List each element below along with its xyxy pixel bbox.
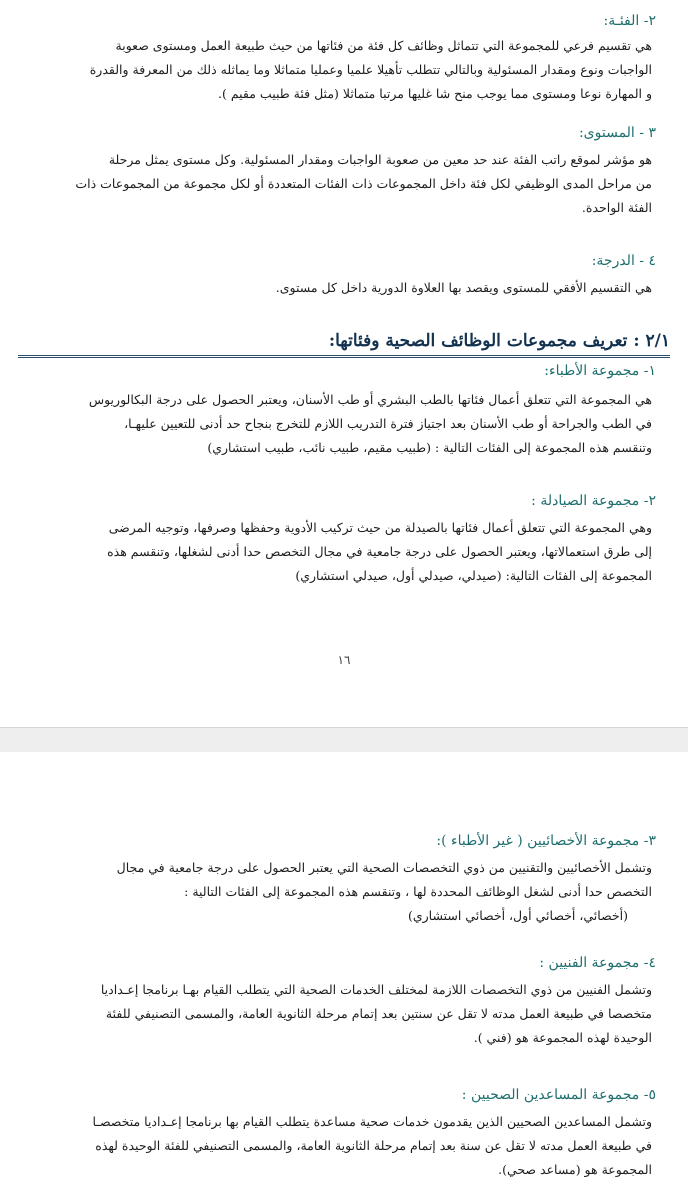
body-line: وهي المجموعة التي تتعلق أعمال فئاتها بالصيدلة من حيث تركيب الأدوية وحفظها وصرفها، وتوجيه المرضى (108, 520, 652, 535)
page-number: ١٦ (337, 653, 351, 667)
section-doctors-heading: ١- مجموعة الأطباء: (544, 363, 656, 379)
body-line: الفئة الواحدة. (581, 200, 652, 215)
body-line: (أخصائي، أخصائي أول، أخصائي استشاري) (407, 908, 628, 923)
section-grade-body (50, 276, 652, 300)
body-line: الوحيدة لهذه المجموعة هو (فني ). (473, 1030, 652, 1045)
body-line: و المهارة نوعا ومستوى مما يوجب منح شا غليها مرتبا متماثلا (مثل فئة طبيب مقيم ). (218, 86, 652, 101)
section-specialists-body (50, 856, 652, 928)
section-pharmacists-heading: ٢- مجموعة الصيادلة : (531, 493, 656, 509)
body-line: المجموعة إلى الفئات التالية: (صيدلي، صيدلي أول، صيدلي استشاري) (295, 568, 652, 583)
section-category-heading: ٢- الفئـة: (603, 13, 656, 29)
section-specialists-heading: ٣- مجموعة الأخصائيين ( غير الأطباء ): (436, 833, 656, 849)
body-line: في الطب والجراحة أو طب الأسنان بعد اجتياز فترة التدريب اللازم للتخرج بنجاح حد أدنى للتعيين عليهـا، (124, 416, 652, 431)
section-technicians-body (50, 978, 652, 1050)
document-page-17 (0, 752, 688, 1200)
section-assistants-body (50, 1110, 652, 1182)
section-technicians-heading: ٤- مجموعة الفنيين : (539, 955, 656, 971)
body-line: متخصصا في طبيعة العمل مدته لا تقل عن سنتين بعد إتمام مرحلة الثانوية العامة، والمسمى التصنيفي للفئة (105, 1006, 652, 1021)
page-gap (0, 728, 688, 752)
body-line: وتنقسم هذه المجموعة إلى الفئات التالية : (طبيب مقيم، طبيب نائب، طبيب استشاري) (207, 440, 652, 455)
body-line: المجموعة هو (مساعد صحي). (498, 1162, 652, 1177)
section-pharmacists-body (50, 516, 652, 588)
body-line: إلى طرق استعمالاتها، ويعتبر الحصول على درجة جامعية في مجال التخصص حدا أدنى لشغلها، وتنقسم هذه (107, 544, 652, 559)
body-line: الواجبات ونوع ومقدار المسئولية وبالتالي تتطلب تأهيلا علميا وعمليا متماثلا وما يماثله ذلك من المعرفة والقدرة (89, 62, 652, 77)
main-section-heading: ٢/١ : تعريف مجموعات الوظائف الصحية وفئاتها: (18, 330, 670, 358)
body-line: هي تقسيم فرعي للمجموعة التي تتماثل وظائف كل فئة من فئاتها من حيث طبيعة العمل ومستوى صعوبة (115, 38, 652, 53)
body-line: وتشمل الفنيين من ذوي التخصصات اللازمة لمختلف الخدمات الصحية التي يتطلب القيام بهـا برنامجا إعـداديا (100, 982, 652, 997)
section-level-body (50, 148, 652, 220)
body-line: وتشمل المساعدين الصحيين الذين يقدمون خدمات صحية مساعدة يتطلب القيام بها برنامجا إعـداديا متخصصـا (92, 1114, 652, 1129)
section-category-body (50, 34, 652, 106)
section-level-heading: ٣ - المستوى: (578, 125, 656, 141)
body-line: وتشمل الأخصائيين والتقنيين من ذوي التخصصات الصحية التي يعتبر الحصول على درجة جامعية في مجال (116, 860, 652, 875)
section-assistants-heading: ٥- مجموعة المساعدين الصحيين : (461, 1087, 656, 1103)
section-doctors-body (50, 388, 652, 460)
body-line: من مراحل المدى الوظيفي لكل فئة داخل المجموعات ذات الفئات المتعددة أو لكل مجموعة من المجموعات ذات (75, 176, 652, 191)
body-line: هو مؤشر لموقع راتب الفئة عند حد معين من صعوبة الواجبات ومقدار المسئولية. وكل مستوى يمثل مرحلة (108, 152, 652, 167)
body-line: التخصص حدا أدنى لشغل الوظائف المحددة لها ، وتنقسم هذه المجموعة إلى الفئات التالية : (184, 884, 652, 899)
body-line: في طبيعة العمل مدته لا تقل عن سنة بعد إتمام مرحلة الثانوية العامة، والمسمى التصنيفي للفئة الوحيدة لهذه (95, 1138, 652, 1153)
body-line: هي المجموعة التي تتعلق أعمال فئاتها بالطب البشري أو طب الأسنان، ويعتبر الحصول على درجة البكالوريوس (88, 392, 652, 407)
section-grade-heading: ٤ - الدرجة: (591, 253, 656, 269)
body-line: هي التقسيم الأفقي للمستوى ويقصد بها العلاوة الدورية داخل كل مستوى. (275, 280, 652, 295)
